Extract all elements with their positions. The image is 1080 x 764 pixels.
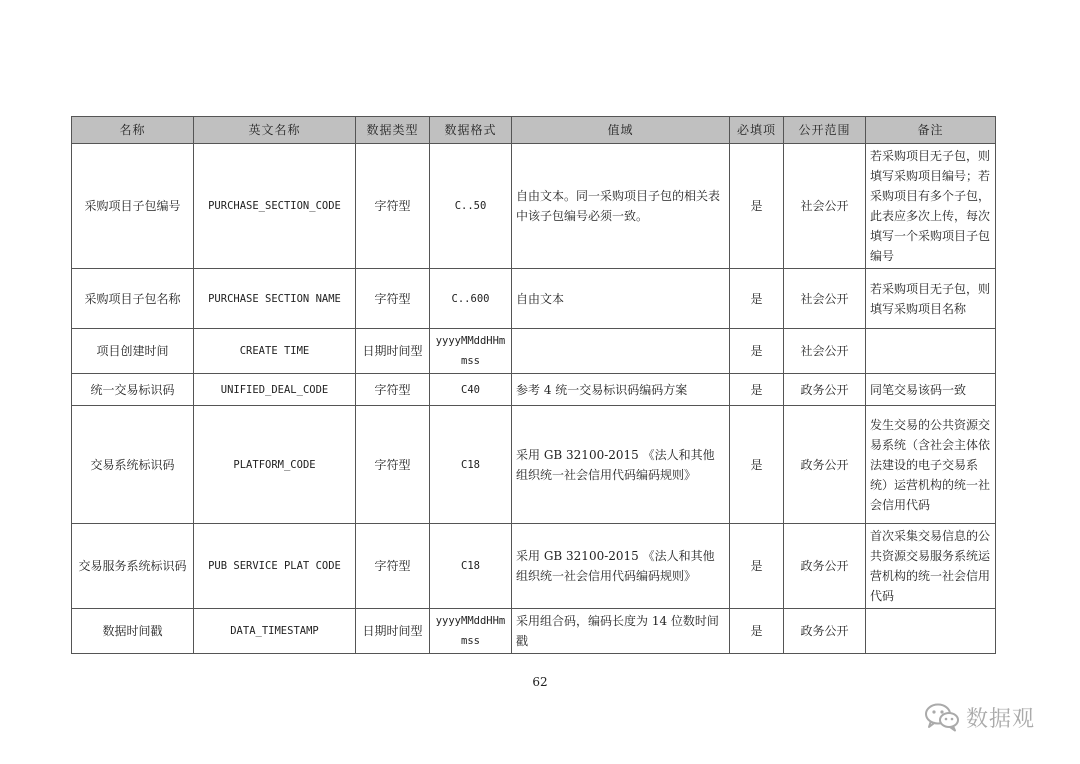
table-row: [72, 524, 996, 609]
cell-scope: 社会公开: [784, 329, 866, 374]
cell-remark: 若采购项目无子包，则填写采购项目编号；若采购项目有多个子包，此表应多次上传，每次填写一个采购项目子包编号: [866, 144, 996, 269]
cell-data-format: C18: [430, 524, 512, 609]
cell-scope: 社会公开: [784, 144, 866, 269]
cell-scope: 政务公开: [784, 609, 866, 654]
cell-english-name: PLATFORM_CODE: [194, 406, 356, 524]
header-remark: 备注: [866, 117, 996, 144]
cell-name: 项目创建时间: [72, 329, 194, 374]
header-name: 名称: [72, 117, 194, 144]
watermark-text: 数据观: [966, 706, 1036, 732]
cell-data-type: 字符型: [356, 269, 430, 329]
cell-remark: 首次采集交易信息的公共资源交易服务系统运营机构的统一社会信用代码: [866, 524, 996, 609]
table-row: [72, 269, 996, 329]
cell-scope: 政务公开: [784, 524, 866, 609]
table-row: [72, 144, 996, 269]
cell-required: 是: [730, 524, 784, 609]
cell-domain: [512, 329, 730, 374]
cell-required: 是: [730, 144, 784, 269]
cell-remark: [866, 609, 996, 654]
table-row: [72, 329, 996, 374]
cell-data-format: yyyyMMddHHmmss: [430, 609, 512, 654]
cell-scope: 政务公开: [784, 406, 866, 524]
cell-required: 是: [730, 406, 784, 524]
watermark: [924, 700, 1035, 734]
table-header-row: [72, 117, 996, 144]
cell-data-type: 字符型: [356, 374, 430, 406]
table-row: [72, 374, 996, 406]
cell-name: 采购项目子包名称: [72, 269, 194, 329]
cell-data-format: C..600: [430, 269, 512, 329]
cell-remark: [866, 329, 996, 374]
cell-data-type: 日期时间型: [356, 329, 430, 374]
cell-scope: 社会公开: [784, 269, 866, 329]
page-number: 62: [532, 675, 548, 689]
cell-data-format: C40: [430, 374, 512, 406]
cell-required: 是: [730, 374, 784, 406]
table-row: [72, 609, 996, 654]
cell-data-type: 字符型: [356, 406, 430, 524]
cell-english-name: PURCHASE_SECTION_CODE: [194, 144, 356, 269]
cell-data-format: C..50: [430, 144, 512, 269]
header-english-name: 英文名称: [194, 117, 356, 144]
cell-domain: 采用 GB 32100-2015 《法人和其他组织统一社会信用代码编码规则》: [512, 406, 730, 524]
cell-name: 交易服务系统标识码: [72, 524, 194, 609]
cell-remark: 同笔交易该码一致: [866, 374, 996, 406]
cell-required: 是: [730, 329, 784, 374]
cell-english-name: PUB SERVICE PLAT CODE: [194, 524, 356, 609]
cell-data-type: 字符型: [356, 524, 430, 609]
cell-remark: 发生交易的公共资源交易系统（含社会主体依法建设的电子交易系统）运营机构的统一社会信用代码: [866, 406, 996, 524]
cell-domain: 采用组合码，编码长度为 14 位数时间戳: [512, 609, 730, 654]
cell-required: 是: [730, 609, 784, 654]
cell-name: 交易系统标识码: [72, 406, 194, 524]
cell-required: 是: [730, 269, 784, 329]
cell-english-name: PURCHASE SECTION NAME: [194, 269, 356, 329]
cell-name: 统一交易标识码: [72, 374, 194, 406]
cell-name: 数据时间戳: [72, 609, 194, 654]
header-data-format: 数据格式: [430, 117, 512, 144]
cell-english-name: DATA_TIMESTAMP: [194, 609, 356, 654]
wechat-icon: [924, 702, 960, 732]
cell-domain: 参考 4 统一交易标识码编码方案: [512, 374, 730, 406]
header-data-type: 数据类型: [356, 117, 430, 144]
cell-scope: 政务公开: [784, 374, 866, 406]
cell-english-name: CREATE TIME: [194, 329, 356, 374]
cell-domain: 自由文本。同一采购项目子包的相关表中该子包编号必须一致。: [512, 144, 730, 269]
cell-data-type: 日期时间型: [356, 609, 430, 654]
cell-data-type: 字符型: [356, 144, 430, 269]
cell-remark: 若采购项目无子包，则填写采购项目名称: [866, 269, 996, 329]
header-domain: 值域: [512, 117, 730, 144]
header-scope: 公开范围: [784, 117, 866, 144]
data-dictionary-table: [71, 116, 996, 654]
cell-data-format: yyyyMMddHHmmss: [430, 329, 512, 374]
cell-domain: 采用 GB 32100-2015 《法人和其他组织统一社会信用代码编码规则》: [512, 524, 730, 609]
cell-name: 采购项目子包编号: [72, 144, 194, 269]
cell-english-name: UNIFIED_DEAL_CODE: [194, 374, 356, 406]
header-required: 必填项: [730, 117, 784, 144]
cell-data-format: C18: [430, 406, 512, 524]
cell-domain: 自由文本: [512, 269, 730, 329]
table-row: [72, 406, 996, 524]
